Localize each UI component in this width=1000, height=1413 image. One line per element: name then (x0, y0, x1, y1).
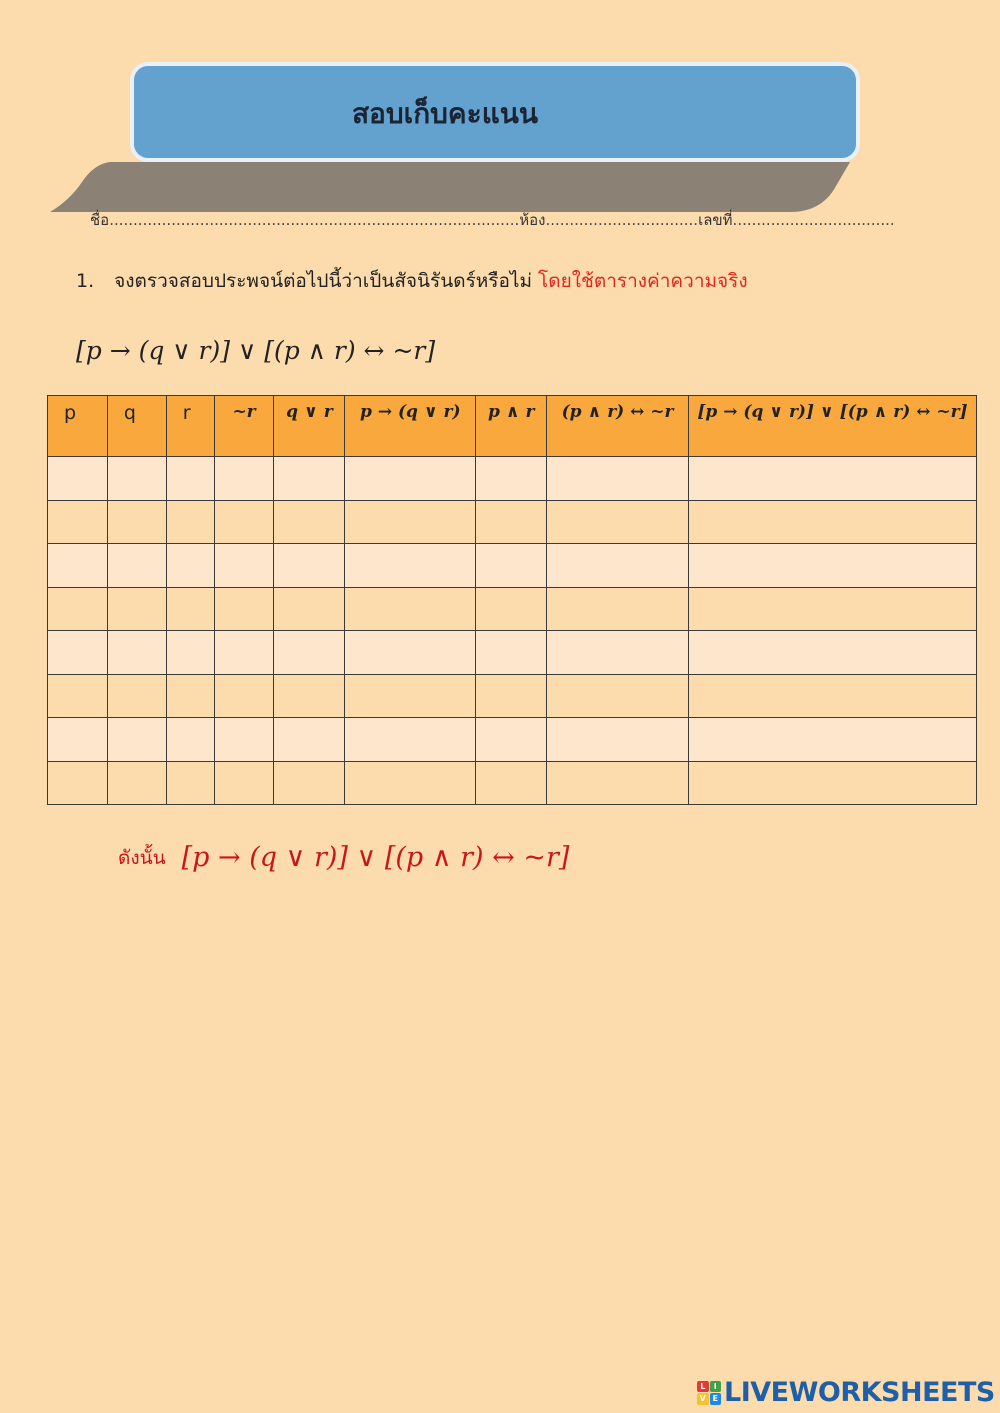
answer-cell[interactable] (689, 587, 977, 631)
answer-cell[interactable] (107, 674, 166, 718)
student-info-line (90, 208, 895, 232)
answer-cell[interactable] (214, 761, 274, 805)
truth-table-header (48, 396, 977, 457)
title-banner (130, 62, 860, 162)
logo-mark-icon (697, 1381, 721, 1405)
answer-cell[interactable] (214, 500, 274, 544)
answer-cell[interactable] (274, 718, 345, 762)
table-row (48, 761, 977, 805)
answer-cell[interactable] (547, 500, 689, 544)
room-field[interactable]: ................................ (545, 211, 699, 229)
answer-cell[interactable] (214, 544, 274, 588)
column-header: q (107, 396, 166, 457)
answer-cell[interactable] (345, 500, 476, 544)
number-label: เลขที่ (698, 211, 733, 229)
answer-cell[interactable] (214, 674, 274, 718)
number-field[interactable]: .................................. (732, 211, 895, 229)
answer-cell[interactable] (274, 457, 345, 501)
logo-text: LIVEWORKSHEETS (724, 1377, 995, 1408)
question-highlight: โดยใช้ตารางค่าความจริง (538, 270, 748, 292)
answer-cell[interactable] (345, 631, 476, 675)
answer-cell[interactable] (476, 587, 547, 631)
answer-cell[interactable] (274, 544, 345, 588)
answer-cell[interactable] (166, 631, 214, 675)
table-row (48, 544, 977, 588)
answer-cell[interactable] (166, 544, 214, 588)
answer-cell[interactable] (166, 457, 214, 501)
table-row (48, 718, 977, 762)
logo-letter: L (697, 1381, 709, 1393)
truth-table-body (48, 457, 977, 805)
answer-cell[interactable] (107, 761, 166, 805)
answer-cell[interactable] (274, 674, 345, 718)
logo-letter: I (710, 1381, 722, 1393)
answer-cell[interactable] (107, 500, 166, 544)
logo-letter: E (710, 1393, 722, 1405)
table-row (48, 457, 977, 501)
answer-cell[interactable] (547, 631, 689, 675)
answer-cell[interactable] (48, 457, 108, 501)
table-row (48, 674, 977, 718)
answer-cell[interactable] (214, 718, 274, 762)
answer-cell[interactable] (547, 761, 689, 805)
answer-cell[interactable] (689, 761, 977, 805)
answer-cell[interactable] (107, 457, 166, 501)
answer-cell[interactable] (166, 674, 214, 718)
name-field[interactable]: ...................................................................................... (109, 211, 520, 229)
liveworksheets-logo[interactable] (697, 1377, 995, 1408)
answer-cell[interactable] (547, 457, 689, 501)
answer-cell[interactable] (48, 587, 108, 631)
answer-cell[interactable] (689, 457, 977, 501)
answer-cell[interactable] (345, 674, 476, 718)
answer-cell[interactable] (214, 631, 274, 675)
answer-cell[interactable] (476, 457, 547, 501)
column-header: p (48, 396, 108, 457)
logo-letter: V (697, 1393, 709, 1405)
answer-cell[interactable] (214, 587, 274, 631)
answer-cell[interactable] (107, 587, 166, 631)
answer-cell[interactable] (107, 544, 166, 588)
answer-cell[interactable] (166, 761, 214, 805)
answer-cell[interactable] (214, 457, 274, 501)
answer-cell[interactable] (476, 718, 547, 762)
answer-cell[interactable] (689, 500, 977, 544)
answer-cell[interactable] (274, 761, 345, 805)
answer-cell[interactable] (476, 674, 547, 718)
question-number: 1. (76, 270, 95, 292)
answer-cell[interactable] (345, 718, 476, 762)
answer-cell[interactable] (166, 500, 214, 544)
answer-cell[interactable] (345, 587, 476, 631)
column-header: p → (q ∨ r) (345, 396, 476, 457)
answer-cell[interactable] (476, 544, 547, 588)
answer-cell[interactable] (107, 631, 166, 675)
answer-cell[interactable] (48, 500, 108, 544)
answer-cell[interactable] (689, 674, 977, 718)
column-header: q ∨ r (274, 396, 345, 457)
table-row (48, 500, 977, 544)
column-header: (p ∧ r) ↔ ~r (547, 396, 689, 457)
question-text: จงตรวจสอบประพจน์ต่อไปนี้ว่าเป็นสัจนิรันดร์หรือไม่ (114, 270, 532, 292)
table-row (48, 587, 977, 631)
answer-cell[interactable] (476, 500, 547, 544)
answer-cell[interactable] (689, 718, 977, 762)
column-header: r (166, 396, 214, 457)
answer-cell[interactable] (476, 631, 547, 675)
column-header: p ∧ r (476, 396, 547, 457)
answer-cell[interactable] (476, 761, 547, 805)
answer-cell[interactable] (345, 761, 476, 805)
answer-cell[interactable] (166, 587, 214, 631)
answer-cell[interactable] (547, 718, 689, 762)
truth-table (47, 395, 977, 805)
answer-cell[interactable] (547, 587, 689, 631)
answer-cell[interactable] (107, 718, 166, 762)
answer-cell[interactable] (274, 500, 345, 544)
question-formula: [p → (q ∨ r)] ∨ [(p ∧ r) ↔ ~r] (76, 336, 436, 365)
column-header: ~r (214, 396, 274, 457)
answer-cell[interactable] (547, 544, 689, 588)
name-label: ชื่อ (90, 211, 110, 229)
answer-cell[interactable] (274, 631, 345, 675)
answer-cell[interactable] (48, 631, 108, 675)
answer-cell[interactable] (48, 761, 108, 805)
answer-cell[interactable] (345, 544, 476, 588)
table-row (48, 631, 977, 675)
answer-cell[interactable] (547, 674, 689, 718)
answer-cell[interactable] (345, 457, 476, 501)
conclusion (118, 842, 569, 873)
answer-cell[interactable] (689, 631, 977, 675)
room-label: ห้อง (519, 211, 546, 229)
conclusion-label: ดังนั้น (118, 846, 166, 869)
answer-cell[interactable] (48, 718, 108, 762)
answer-cell[interactable] (48, 544, 108, 588)
answer-cell[interactable] (689, 544, 977, 588)
page-title: สอบเก็บคะแนน (351, 97, 539, 130)
answer-cell[interactable] (274, 587, 345, 631)
column-header: [p → (q ∨ r)] ∨ [(p ∧ r) ↔ ~r] (689, 396, 977, 457)
conclusion-formula: [p → (q ∨ r)] ∨ [(p ∧ r) ↔ ~r] (181, 842, 570, 873)
answer-cell[interactable] (166, 718, 214, 762)
answer-cell[interactable] (48, 674, 108, 718)
question-1 (76, 266, 748, 296)
